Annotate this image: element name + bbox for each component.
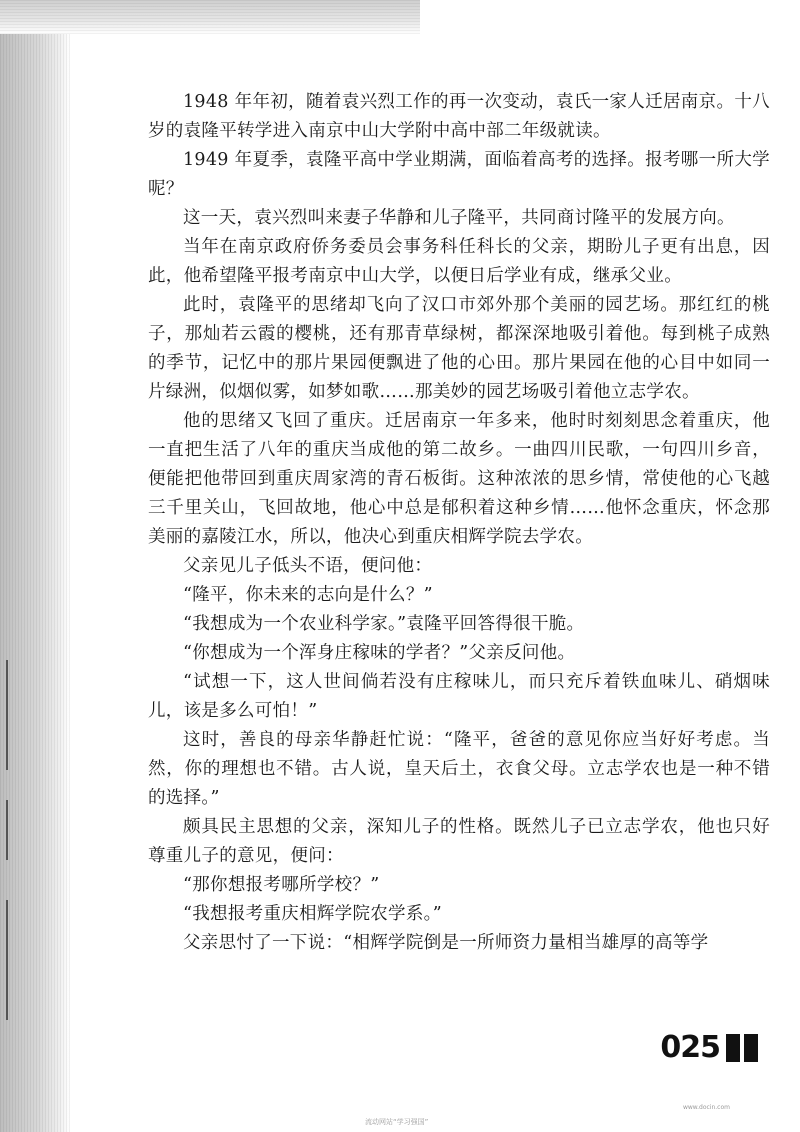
page-body <box>148 88 770 958</box>
scan-mark <box>6 800 8 860</box>
footer-url: www.docin.com <box>682 1104 730 1111</box>
paragraph: “那你想报考哪所学校？” <box>183 875 380 895</box>
paragraph: 颇具民主思想的父亲，深知儿子的性格。既然儿子已立志学农，他也只好尊重儿子的意见，便问： <box>148 817 770 866</box>
paragraph: “我想报考重庆相辉学院农学系。” <box>183 904 442 924</box>
page-number: 025 <box>660 1030 720 1065</box>
paragraph: “隆平，你未来的志向是什么？” <box>183 585 433 605</box>
scan-shadow-left <box>0 0 70 1132</box>
footer-caption: 流动网站“学习强国” <box>365 1118 429 1126</box>
paragraph: “我想成为一个农业科学家。”袁隆平回答得很干脆。 <box>183 614 585 634</box>
page-marker-block <box>726 1034 740 1062</box>
paragraph: 此时，袁隆平的思绪却飞向了汉口市郊外那个美丽的园艺场。那红红的桃子，那灿若云霞的樱桃，还有那青草绿树，都深深地吸引着他。每到桃子成熟的季节，记忆中的那片果园便飘进了他的心田。那片果园在他的心目中如同一片绿洲，似烟似雾，如梦如歌……那美妙的园艺场吸引着他立志学农。 <box>148 295 770 402</box>
paragraph: “你想成为一个浑身庄稼味的学者？”父亲反问他。 <box>183 643 576 663</box>
paragraph: 当年在南京政府侨务委员会事务科任科长的父亲，期盼儿子更有出息，因此，他希望隆平报考南京中山大学，以便日后学业有成，继承父业。 <box>148 237 770 286</box>
paragraph: “试想一下，这人世间倘若没有庄稼味儿，而只充斥着铁血味儿、硝烟味儿，该是多么可怕！” <box>148 672 770 721</box>
paragraph: 这时，善良的母亲华静赶忙说：“隆平，爸爸的意见你应当好好考虑。当然，你的理想也不错。古人说，皇天后土，衣食父母。立志学农也是一种不错的选择。” <box>148 730 770 808</box>
paragraph: 父亲见儿子低头不语，便问他： <box>183 556 433 576</box>
paragraph: 1949 年夏季，袁隆平高中学业期满，面临着高考的选择。报考哪一所大学呢？ <box>148 150 770 199</box>
scan-mark <box>6 900 8 1020</box>
scan-shadow-top <box>0 0 420 34</box>
paragraph: 1948 年年初，随着袁兴烈工作的再一次变动，袁氏一家人迁居南京。十八岁的袁隆平转学进入南京中山大学附中高中部二年级就读。 <box>148 92 770 141</box>
paragraph: 父亲思忖了一下说：“相辉学院倒是一所师资力量相当雄厚的高等学 <box>183 933 709 953</box>
paragraph: 他的思绪又飞回了重庆。迁居南京一年多来，他时时刻刻思念着重庆，他一直把生活了八年的重庆当成他的第二故乡。一曲四川民歌，一句四川乡音，便能把他带回到重庆周家湾的青石板街。这种浓浓的思乡情，常使他的心飞越三千里关山，飞回故地，他心中总是郁积着这种乡情……他怀念重庆，怀念那美丽的嘉陵江水，所以，他决心到重庆相辉学院去学农。 <box>148 411 770 547</box>
paragraph: 这一天，袁兴烈叫来妻子华静和儿子隆平，共同商讨隆平的发展方向。 <box>183 208 735 228</box>
scan-mark <box>6 660 8 770</box>
page-marker-block <box>744 1034 758 1062</box>
